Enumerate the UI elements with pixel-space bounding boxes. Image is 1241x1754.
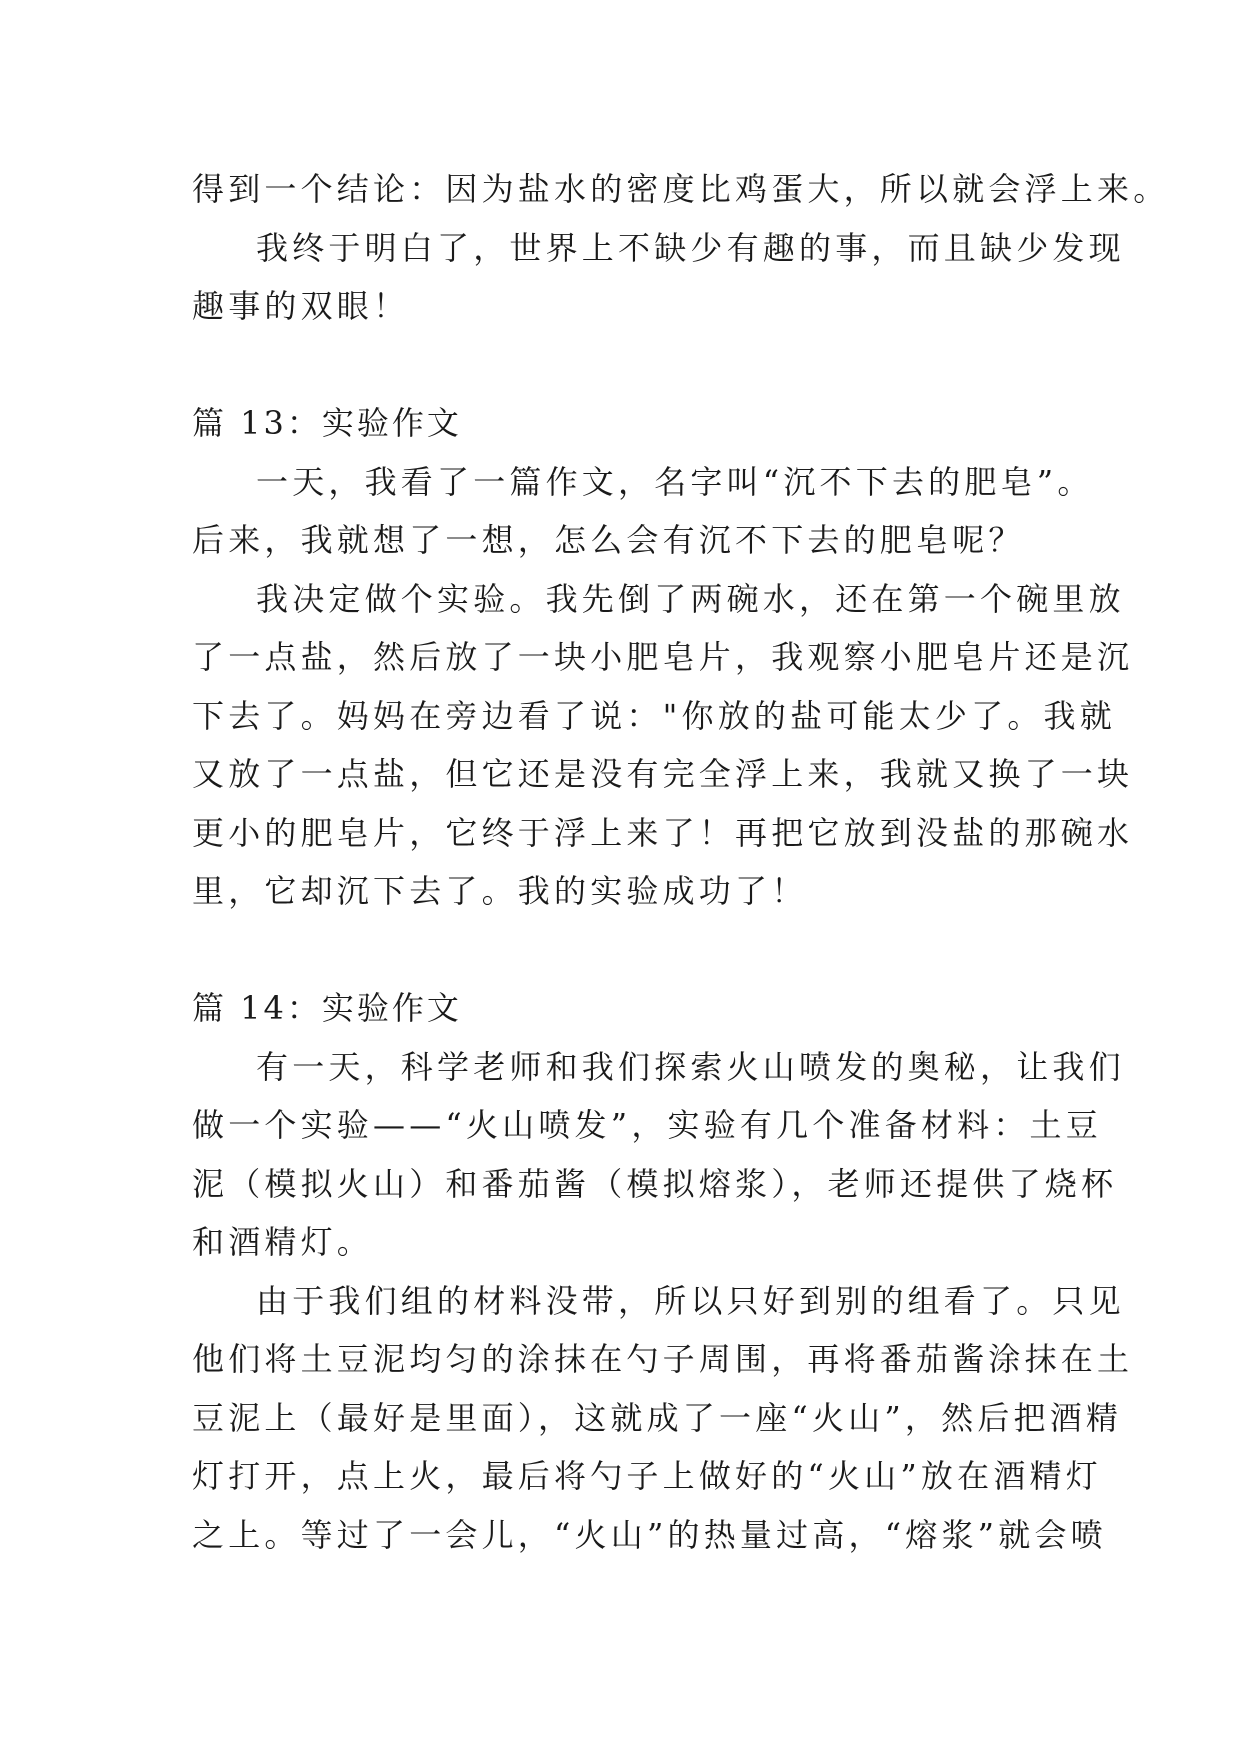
paragraph-gap [192,336,1052,395]
section-13-heading: 篇 13：实验作文 [192,404,462,442]
body-line: 有一天，科学老师和我们探索火山喷发的奥秘，让我们 [256,1047,1125,1086]
body-line: 更小的肥皂片，它终于浮上来了！再把它放到没盐的那碗水 [192,813,1134,852]
body-line: 豆泥上（最好是里面），这就成了一座“火山”，然后把酒精 [192,1398,1123,1437]
paragraph-gap [192,921,1052,980]
body-line: 做一个实验——“火山喷发”，实验有几个准备材料：土豆 [192,1106,1102,1144]
document-page [192,160,1170,1564]
body-line: 得到一个结论：因为盐水的密度比鸡蛋大，所以就会浮上来。 [192,170,1170,208]
body-line: 和酒精灯。 [192,1223,374,1261]
body-line: 他们将土豆泥均匀的涂抹在勺子周围，再将番茄酱涂抹在土 [192,1340,1134,1378]
body-line: 我终于明白了，世界上不缺少有趣的事，而且缺少发现 [256,228,1125,267]
body-line: 之上。等过了一会儿，“火山”的热量过高，“熔浆”就会喷 [192,1515,1107,1554]
body-line: 了一点盐，然后放了一块小肥皂片，我观察小肥皂片还是沉 [192,638,1134,676]
body-line: 我决定做个实验。我先倒了两碗水，还在第一个碗里放 [256,579,1125,618]
body-line: 由于我们组的材料没带，所以只好到别的组看了。只见 [256,1281,1125,1320]
body-line: 又放了一点盐，但它还是没有完全浮上来，我就又换了一块 [192,755,1134,793]
body-line: 里，它却沉下去了。我的实验成功了！ [192,872,808,910]
body-line: 下去了。妈妈在旁边看了说："你放的盐可能太少了。我就 [192,696,1116,735]
body-line: 一天，我看了一篇作文，名字叫“沉不下去的肥皂”。 [256,462,1094,501]
body-line: 泥（模拟火山）和番茄酱（模拟熔浆），老师还提供了烧杯 [192,1164,1118,1203]
body-line: 后来，我就想了一想，怎么会有沉不下去的肥皂呢？ [192,521,1025,559]
body-line: 灯打开，点上火，最后将勺子上做好的“火山”放在酒精灯 [192,1457,1102,1495]
section-14-heading: 篇 14：实验作文 [192,989,462,1027]
body-line: 趣事的双眼！ [192,287,410,325]
